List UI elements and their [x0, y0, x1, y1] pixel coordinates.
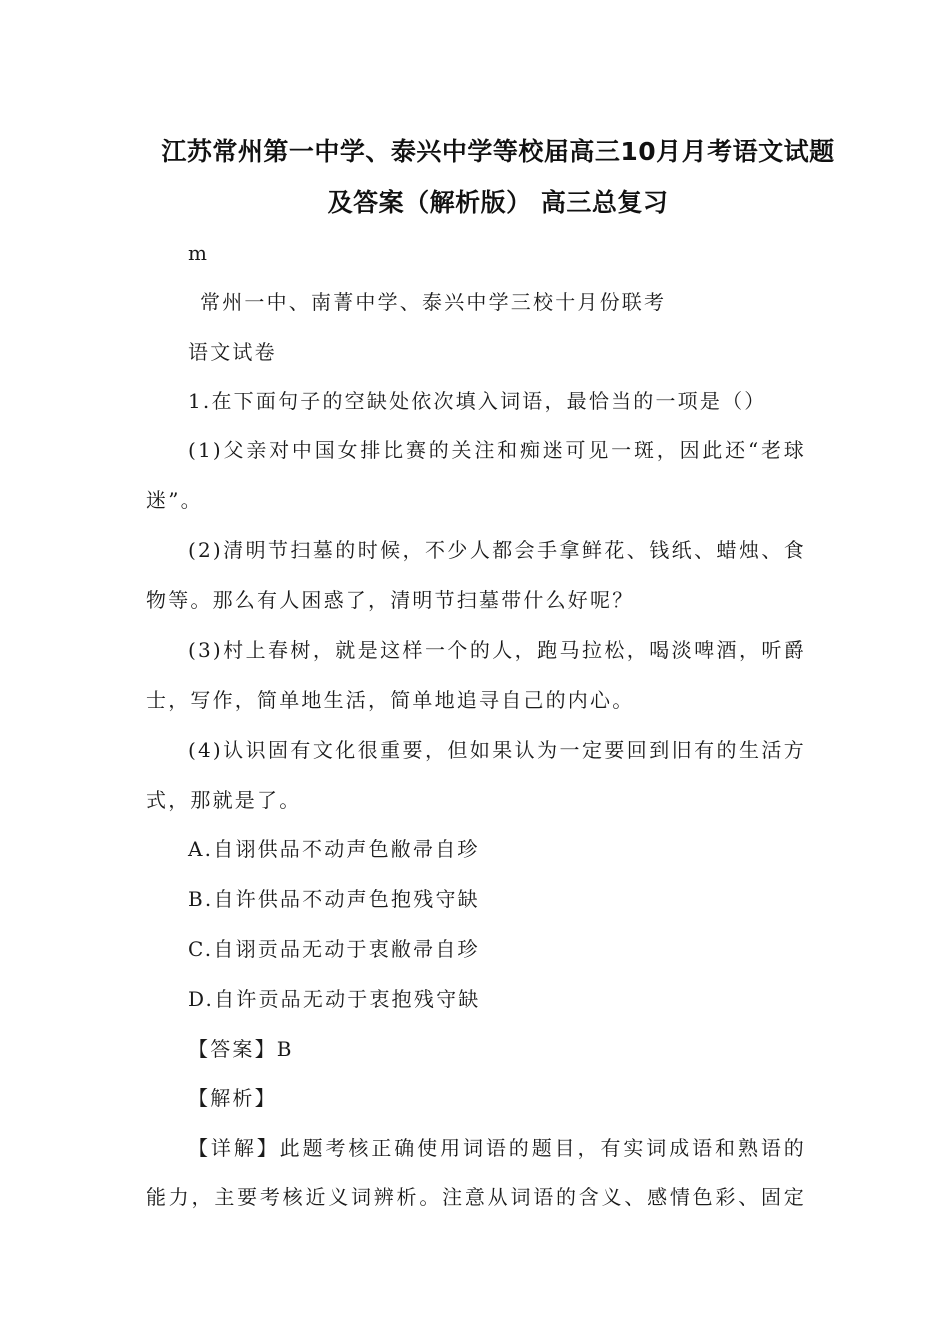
answer-label: 【答案】B: [188, 1037, 294, 1061]
sentence-4-line-1: (4)认识固有文化很重要，但如果认为一定要回到旧有的生活方: [188, 738, 806, 762]
detail-line-1: 【详解】此题考核正确使用词语的题目，有实词成语和熟语的: [188, 1136, 806, 1160]
option-b: B.自许供品不动声色抱残守缺: [188, 887, 480, 911]
detail-line-2: 能力，主要考核近义词辨析。注意从词语的含义、感情色彩、固定: [146, 1185, 806, 1209]
document-title-line-2: 及答案（解析版） 高三总复习: [327, 188, 669, 217]
sentence-1-line-2: 迷”。: [146, 488, 203, 512]
sentence-2-line-1: (2)清明节扫墓的时候，不少人都会手拿鲜花、钱纸、蜡烛、食: [188, 538, 806, 562]
analysis-heading: 【解析】: [188, 1086, 277, 1110]
document-title-line-1: 江苏常州第一中学、泰兴中学等校届高三10月月考语文试题: [161, 137, 835, 166]
option-d: D.自许贡品无动于衷抱残守缺: [188, 987, 481, 1011]
sentence-2-line-2: 物等。那么有人困惑了，清明节扫墓带什么好呢？: [146, 588, 635, 612]
sentence-4-line-2: 式，那就是了。: [146, 788, 302, 812]
sentence-1-line-1: (1)父亲对中国女排比赛的关注和痴迷可见一斑，因此还“老球: [188, 438, 806, 462]
m-mark: m: [188, 241, 210, 265]
paper-name: 语文试卷: [188, 340, 277, 364]
option-c: C.自诩贡品无动于衷敝帚自珍: [188, 937, 480, 961]
question-stem: 1.在下面句子的空缺处依次填入词语，最恰当的一项是（）: [188, 389, 767, 413]
sentence-3-line-2: 士，写作，简单地生活，简单地追寻自己的内心。: [146, 688, 635, 712]
option-a: A.自诩供品不动声色敝帚自珍: [188, 837, 480, 861]
exam-name: 常州一中、南菁中学、泰兴中学三校十月份联考: [200, 290, 667, 314]
sentence-3-line-1: (3)村上春树，就是这样一个的人，跑马拉松，喝淡啤酒，听爵: [188, 638, 806, 662]
